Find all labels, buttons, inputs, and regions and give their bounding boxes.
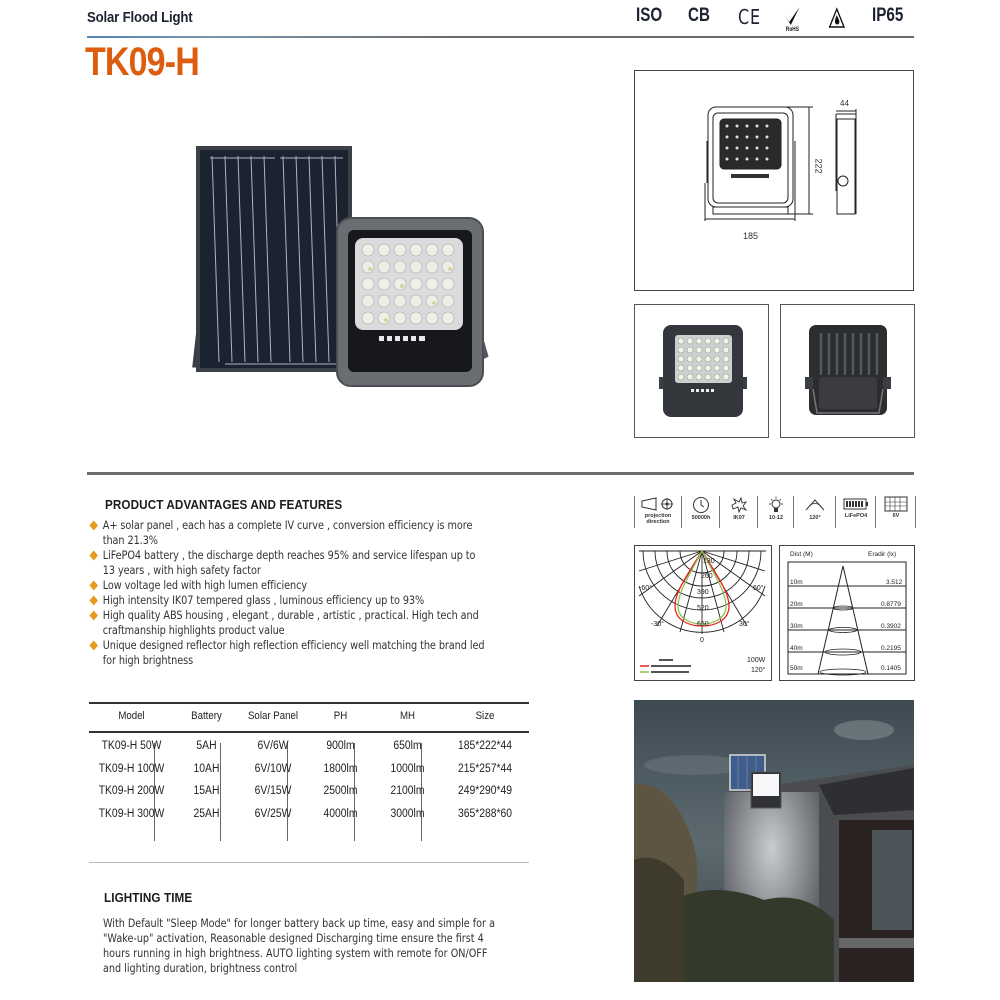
svg-text:520: 520 bbox=[697, 605, 709, 612]
svg-text:Dist (M): Dist (M) bbox=[790, 551, 813, 558]
illuminance-distance-chart bbox=[779, 545, 915, 681]
svg-text:390: 390 bbox=[697, 589, 709, 596]
height-dimension: 222 bbox=[813, 158, 824, 174]
svg-text:0.2195: 0.2195 bbox=[881, 645, 901, 652]
width-dimension: 185 bbox=[743, 231, 759, 241]
svg-text:650: 650 bbox=[697, 621, 709, 628]
table-row: TK09-H 200W 15AH 6V/15W 2500lm 2100lm 249*290*49 bbox=[98, 785, 513, 797]
diamond-bullet-icon bbox=[89, 521, 98, 531]
header-divider bbox=[87, 36, 914, 38]
spec-icon-cell: 50000h bbox=[682, 494, 720, 532]
svg-text:Eradir (lx): Eradir (lx) bbox=[868, 551, 897, 558]
svg-text:0.3902: 0.3902 bbox=[881, 623, 901, 630]
features-heading: PRODUCT ADVANTAGES AND FEATURES bbox=[105, 497, 343, 512]
table-row: TK09-H 300W 25AH 6V/25W 4000lm 3000lm 365*288*60 bbox=[98, 807, 513, 820]
polar-light-distribution-diagram bbox=[634, 545, 772, 681]
svg-text:260: 260 bbox=[701, 573, 713, 580]
installation-scene-photo bbox=[634, 700, 914, 982]
lighting-time-heading: LIGHTING TIME bbox=[104, 890, 193, 905]
depth-dimension: 44 bbox=[840, 99, 849, 108]
clock-icon bbox=[692, 496, 710, 514]
feature-item: High quality ABS housing , elegant , durable , artistic , practical. High tech and craftmanship highlights product value bbox=[89, 608, 485, 638]
spec-icon-cell: IK07 bbox=[720, 494, 758, 532]
battery-icon bbox=[842, 496, 870, 512]
diamond-bullet-icon bbox=[89, 596, 98, 606]
feature-item: LiFePO4 battery , the discharge depth reaches 95% and service lifespan up to 13 years , with high safety factor bbox=[89, 548, 485, 578]
impact-ik07-icon bbox=[730, 496, 748, 514]
svg-text:30°: 30° bbox=[739, 621, 750, 628]
rohs-check-icon bbox=[782, 5, 803, 33]
product-photo bbox=[185, 140, 515, 390]
diamond-bullet-icon bbox=[89, 581, 98, 591]
svg-text:RoHS: RoHS bbox=[785, 26, 799, 33]
certification-row bbox=[630, 5, 920, 33]
solar-panel-icon bbox=[882, 496, 910, 512]
cb-mark: CB bbox=[688, 5, 710, 26]
dimension-drawing bbox=[634, 70, 914, 291]
column-header: Model bbox=[118, 710, 145, 722]
column-header: Solar Panel bbox=[247, 710, 299, 722]
spec-icon-strip bbox=[634, 494, 916, 534]
spec-table-header bbox=[89, 710, 529, 728]
projection-direction-icon bbox=[638, 496, 678, 512]
column-header: Battery bbox=[191, 710, 222, 722]
table-row: TK09-H 50W 5AH 6V/6W 900lm 650lm 185*222*44 bbox=[101, 740, 513, 752]
iso-mark: ISO bbox=[636, 5, 663, 26]
lighting-time-description: With Default "Sleep Mode" for longer battery back up time, easy and simple for a "Wake-up" activation, Reasonable designed Discharging time ensure the first 4 hours running in high brightness. AUTO lighting system with remote for ON/OFF and lighting duration, brightness control bbox=[103, 917, 495, 975]
svg-text:120°: 120° bbox=[751, 667, 766, 674]
column-header: PH bbox=[333, 710, 348, 722]
spec-icon-cell: LiFePO4 bbox=[836, 494, 876, 532]
svg-text:0.8779: 0.8779 bbox=[881, 601, 901, 608]
model-title: TK09-H bbox=[85, 40, 199, 84]
svg-text:50m: 50m bbox=[790, 665, 803, 672]
diamond-bullet-icon bbox=[89, 641, 98, 651]
column-header: Size bbox=[475, 710, 495, 722]
svg-text:-60°: -60° bbox=[639, 585, 652, 592]
svg-text:20m: 20m bbox=[790, 601, 803, 608]
bulb-icon bbox=[767, 496, 785, 514]
diamond-bullet-icon bbox=[89, 551, 98, 561]
svg-text:0: 0 bbox=[700, 637, 704, 644]
front-view-thumbnail bbox=[634, 304, 769, 438]
svg-text:-30°: -30° bbox=[651, 621, 664, 628]
diamond-bullet-icon bbox=[89, 611, 98, 621]
ip65-mark: IP65 bbox=[872, 5, 904, 26]
spec-icon-cell: 120° bbox=[794, 494, 836, 532]
section-divider bbox=[87, 472, 914, 475]
spec-icon-cell: 6V bbox=[876, 494, 916, 532]
svg-text:0.1405: 0.1405 bbox=[881, 665, 901, 672]
product-category: Solar Flood Light bbox=[87, 9, 193, 26]
table-row: TK09-H 100W 10AH 6V/10W 1800lm 1000lm 215*257*44 bbox=[98, 762, 513, 775]
feature-item: A+ solar panel , each has a complete IV curve , conversion efficiency is more than 21.3% bbox=[89, 518, 485, 548]
svg-text:60°: 60° bbox=[753, 585, 764, 592]
flammability-warning-icon bbox=[828, 7, 846, 29]
spec-icon-cell: 10-12 bbox=[758, 494, 794, 532]
svg-text:40m: 40m bbox=[790, 645, 803, 652]
svg-text:100W: 100W bbox=[747, 657, 766, 664]
ce-mark: CE bbox=[738, 5, 761, 29]
svg-text:3.512: 3.512 bbox=[886, 579, 903, 586]
svg-text:130: 130 bbox=[703, 558, 715, 565]
svg-text:10m: 10m bbox=[790, 579, 803, 586]
feature-item: High intensity IK07 tempered glass , luminous efficiency up to 93% bbox=[89, 593, 485, 608]
feature-item: Unique designed reflector high reflection efficiency well matching the brand led for high brightness bbox=[89, 638, 485, 668]
back-view-thumbnail bbox=[780, 304, 915, 438]
svg-text:30m: 30m bbox=[790, 623, 803, 630]
spec-icon-cell: projection direction bbox=[634, 494, 682, 532]
features-list bbox=[89, 518, 485, 668]
beam-angle-icon bbox=[803, 496, 827, 514]
feature-item: Low voltage led with high lumen efficiency bbox=[89, 578, 485, 593]
column-header: MH bbox=[399, 710, 416, 722]
